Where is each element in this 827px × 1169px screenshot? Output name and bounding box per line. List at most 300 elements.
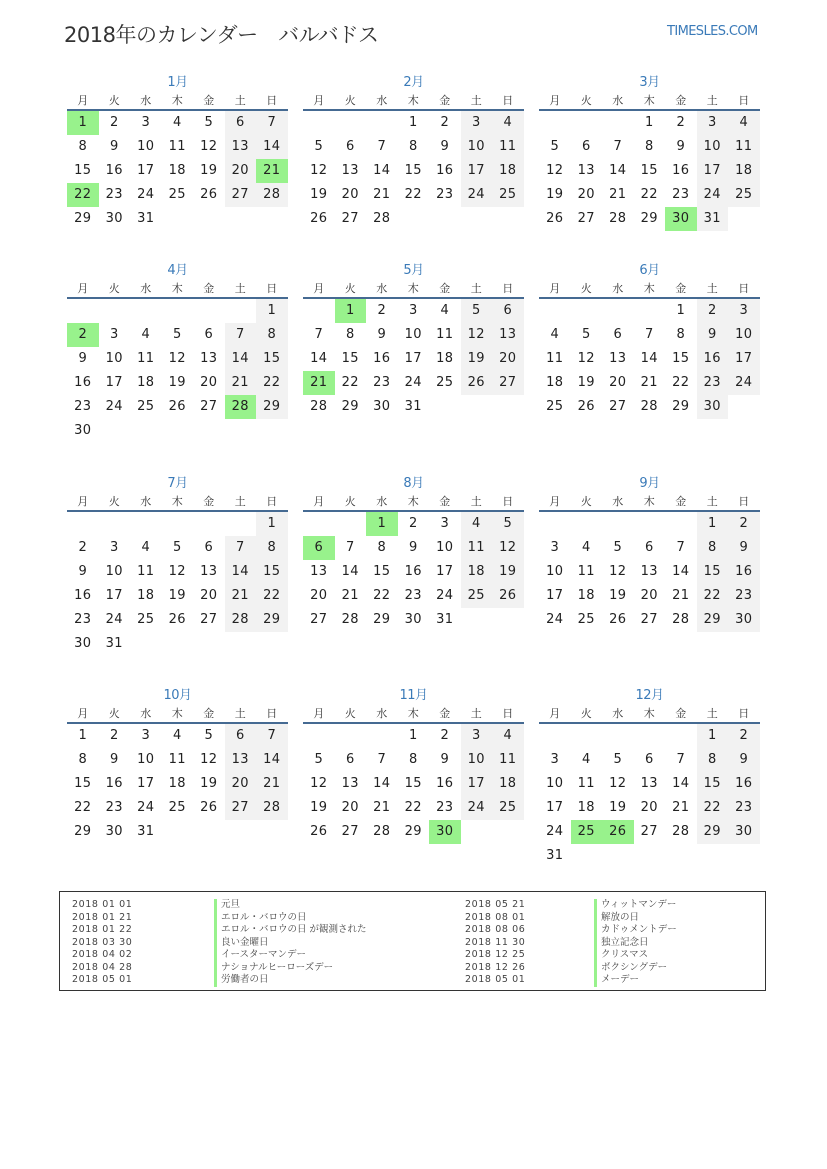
holiday-date: 2018 11 30: [465, 936, 526, 948]
day-cell: 25: [168, 800, 186, 815]
empty-cell: [366, 111, 398, 135]
empty-cell: [539, 512, 571, 536]
weekday-label: 金: [203, 94, 215, 107]
day-cell: 2: [440, 115, 450, 130]
day-cell: 29: [672, 399, 690, 414]
weekday-label: 木: [407, 282, 419, 295]
empty-cell: [571, 299, 603, 323]
day-cell: 4: [141, 540, 151, 555]
day-cell: 18: [492, 159, 524, 183]
day-cell: 17: [105, 588, 123, 603]
empty-cell: [225, 299, 257, 323]
empty-cell: [162, 512, 194, 536]
day-cell: 29: [74, 211, 92, 226]
day-cell: 13: [200, 564, 218, 579]
month-block: [303, 687, 524, 844]
holiday-day-cell: 30: [429, 820, 461, 844]
empty-cell: [602, 111, 634, 135]
day-cell: 9: [78, 351, 88, 366]
weekday-label: 月: [549, 707, 561, 720]
day-cell: 16: [74, 588, 92, 603]
day-cell: 27: [200, 612, 218, 627]
day-cell: 24: [137, 187, 155, 202]
day-cell: 5: [550, 139, 560, 154]
weekday-label: 水: [140, 707, 152, 720]
day-cell: 8: [345, 327, 355, 342]
day-cell: 19: [310, 187, 328, 202]
weekday-label: 火: [580, 94, 592, 107]
day-grid: [539, 111, 760, 231]
empty-cell: [130, 299, 162, 323]
day-cell: 29: [256, 608, 288, 632]
weekday-label: 日: [502, 94, 514, 107]
day-cell: 5: [204, 115, 214, 130]
day-cell: 11: [577, 776, 595, 791]
day-cell: 28: [256, 183, 288, 207]
holiday-name: 解放の日: [594, 912, 677, 925]
day-cell: 29: [373, 612, 391, 627]
weekday-label: 土: [234, 94, 246, 107]
day-cell: 4: [141, 327, 151, 342]
empty-cell: [225, 512, 257, 536]
holiday-date: 2018 05 01: [465, 974, 526, 985]
day-cell: 3: [109, 540, 119, 555]
weekday-label: 水: [140, 495, 152, 508]
day-cell: 23: [672, 187, 690, 202]
weekday-label: 木: [407, 94, 419, 107]
day-cell: 7: [256, 111, 288, 135]
day-cell: 17: [546, 800, 564, 815]
day-cell: 8: [697, 748, 729, 772]
weekday-label: 月: [313, 495, 325, 508]
empty-cell: [571, 111, 603, 135]
weekday-label: 月: [77, 707, 89, 720]
day-cell: 19: [461, 347, 493, 371]
holiday-date: 2018 08 01: [465, 911, 526, 923]
day-cell: 7: [225, 536, 257, 560]
holiday-day-cell: 21: [256, 159, 288, 183]
day-cell: 26: [609, 612, 627, 627]
day-cell: 22: [697, 584, 729, 608]
day-cell: 18: [577, 800, 595, 815]
day-cell: 5: [492, 512, 524, 536]
month-name: 10月: [163, 688, 192, 703]
day-cell: 22: [256, 371, 288, 395]
holiday-day-cell: 6: [303, 536, 335, 560]
empty-cell: [602, 724, 634, 748]
day-cell: 21: [373, 187, 391, 202]
day-cell: 4: [461, 512, 493, 536]
day-cell: 14: [256, 748, 288, 772]
weekday-label: 金: [675, 495, 687, 508]
day-cell: 18: [461, 560, 493, 584]
day-grid: [303, 299, 524, 419]
day-cell: 21: [373, 800, 391, 815]
holiday-day-cell: 2: [67, 323, 99, 347]
day-cell: 31: [697, 207, 729, 231]
day-cell: 9: [78, 564, 88, 579]
weekday-label: 金: [203, 495, 215, 508]
day-cell: 26: [168, 399, 186, 414]
weekday-label: 火: [580, 707, 592, 720]
weekday-label: 木: [407, 707, 419, 720]
holiday-name: クリスマス: [594, 949, 677, 962]
holiday-date: 2018 12 25: [465, 949, 526, 960]
day-cell: 9: [440, 139, 450, 154]
page-title: 2018年のカレンダー バルバドス: [64, 23, 379, 47]
weekday-label: 土: [234, 495, 246, 508]
day-cell: 1: [408, 728, 418, 743]
weekday-label: 火: [344, 94, 356, 107]
day-cell: 15: [341, 351, 359, 366]
day-cell: 24: [105, 612, 123, 627]
empty-cell: [539, 724, 571, 748]
day-cell: 5: [314, 752, 324, 767]
day-cell: 28: [225, 608, 257, 632]
month-block: [303, 262, 524, 419]
day-cell: 12: [492, 536, 524, 560]
day-cell: 20: [609, 375, 627, 390]
weekday-header: [539, 493, 760, 512]
month-name: 1月: [167, 75, 188, 90]
day-cell: 22: [697, 796, 729, 820]
weekday-header: [67, 493, 288, 512]
day-cell: 10: [404, 327, 422, 342]
day-cell: 12: [200, 752, 218, 767]
day-cell: 2: [697, 299, 729, 323]
weekday-label: 金: [439, 707, 451, 720]
day-cell: 12: [200, 139, 218, 154]
day-cell: 14: [672, 776, 690, 791]
day-cell: 7: [314, 327, 324, 342]
day-cell: 27: [225, 183, 257, 207]
holiday-legend: [59, 891, 766, 991]
empty-cell: [571, 512, 603, 536]
day-cell: 24: [436, 588, 454, 603]
day-cell: 9: [109, 139, 119, 154]
weekday-label: 木: [643, 495, 655, 508]
day-cell: 21: [672, 588, 690, 603]
weekday-label: 日: [266, 282, 278, 295]
weekday-label: 水: [140, 282, 152, 295]
day-cell: 12: [168, 351, 186, 366]
day-grid: [539, 512, 760, 632]
day-cell: 12: [577, 351, 595, 366]
day-cell: 29: [74, 824, 92, 839]
day-cell: 31: [105, 636, 123, 651]
day-cell: 30: [373, 399, 391, 414]
day-cell: 6: [225, 111, 257, 135]
day-cell: 16: [404, 564, 422, 579]
day-cell: 22: [404, 800, 422, 815]
day-cell: 15: [404, 163, 422, 178]
day-cell: 20: [225, 772, 257, 796]
holiday-day-cell: 21: [303, 371, 335, 395]
day-cell: 30: [728, 608, 760, 632]
day-cell: 15: [404, 776, 422, 791]
weekday-label: 火: [108, 94, 120, 107]
day-cell: 23: [404, 588, 422, 603]
weekday-label: 木: [171, 707, 183, 720]
holiday-date: 2018 05 01: [72, 974, 133, 985]
day-cell: 26: [492, 584, 524, 608]
empty-cell: [571, 724, 603, 748]
day-cell: 18: [546, 375, 564, 390]
day-cell: 22: [640, 187, 658, 202]
day-cell: 13: [225, 748, 257, 772]
weekday-label: 木: [643, 282, 655, 295]
empty-cell: [99, 299, 131, 323]
day-cell: 18: [137, 375, 155, 390]
day-cell: 10: [728, 323, 760, 347]
day-cell: 21: [609, 187, 627, 202]
day-cell: 16: [436, 163, 454, 178]
empty-cell: [665, 724, 697, 748]
day-cell: 31: [137, 824, 155, 839]
day-cell: 14: [640, 351, 658, 366]
day-cell: 14: [341, 564, 359, 579]
weekday-label: 日: [738, 495, 750, 508]
day-cell: 27: [341, 211, 359, 226]
weekday-label: 火: [108, 495, 120, 508]
day-cell: 21: [225, 584, 257, 608]
day-cell: 23: [436, 800, 454, 815]
empty-cell: [303, 111, 335, 135]
weekday-label: 月: [549, 282, 561, 295]
day-cell: 1: [697, 512, 729, 536]
month-block: [67, 687, 288, 844]
day-cell: 18: [577, 588, 595, 603]
day-cell: 29: [697, 820, 729, 844]
day-cell: 6: [613, 327, 623, 342]
day-cell: 3: [461, 724, 493, 748]
holiday-day-cell: 1: [366, 512, 398, 536]
day-cell: 18: [168, 163, 186, 178]
empty-cell: [67, 299, 99, 323]
day-cell: 18: [168, 776, 186, 791]
day-cell: 12: [546, 163, 564, 178]
day-cell: 27: [577, 211, 595, 226]
weekday-label: 月: [77, 495, 89, 508]
day-cell: 7: [225, 323, 257, 347]
day-cell: 26: [200, 800, 218, 815]
day-cell: 4: [581, 540, 591, 555]
weekday-label: 月: [549, 94, 561, 107]
empty-cell: [539, 111, 571, 135]
day-cell: 3: [440, 516, 450, 531]
empty-cell: [602, 299, 634, 323]
day-cell: 12: [168, 564, 186, 579]
day-cell: 12: [609, 776, 627, 791]
weekday-label: 金: [439, 495, 451, 508]
holiday-name: イースターマンデー: [214, 949, 367, 962]
day-cell: 6: [225, 724, 257, 748]
day-cell: 21: [341, 588, 359, 603]
day-cell: 30: [105, 824, 123, 839]
day-cell: 29: [256, 395, 288, 419]
day-cell: 13: [609, 351, 627, 366]
weekday-label: 金: [675, 707, 687, 720]
day-grid: [67, 724, 288, 844]
day-cell: 31: [404, 399, 422, 414]
weekday-label: 火: [344, 495, 356, 508]
day-cell: 9: [697, 323, 729, 347]
day-cell: 16: [105, 163, 123, 178]
day-cell: 17: [105, 375, 123, 390]
weekday-header: [67, 92, 288, 111]
day-cell: 18: [137, 588, 155, 603]
day-cell: 27: [640, 612, 658, 627]
day-cell: 18: [436, 351, 454, 366]
day-cell: 16: [436, 776, 454, 791]
day-cell: 4: [172, 115, 182, 130]
weekday-label: 日: [738, 94, 750, 107]
day-cell: 5: [613, 752, 623, 767]
day-cell: 15: [697, 560, 729, 584]
day-cell: 10: [137, 752, 155, 767]
day-cell: 27: [492, 371, 524, 395]
day-cell: 2: [676, 115, 686, 130]
holiday-name: エロル・バロウの日 が観測された: [214, 924, 367, 937]
weekday-label: 木: [171, 282, 183, 295]
weekday-label: 月: [313, 282, 325, 295]
day-cell: 6: [644, 540, 654, 555]
day-cell: 19: [168, 588, 186, 603]
day-cell: 5: [204, 728, 214, 743]
day-cell: 6: [204, 540, 214, 555]
day-cell: 6: [581, 139, 591, 154]
day-cell: 2: [78, 540, 88, 555]
weekday-label: 火: [108, 707, 120, 720]
day-cell: 8: [256, 323, 288, 347]
holiday-date: 2018 04 28: [72, 961, 133, 973]
weekday-label: 月: [313, 707, 325, 720]
day-grid: [67, 111, 288, 231]
day-cell: 14: [225, 347, 257, 371]
empty-cell: [634, 512, 666, 536]
day-cell: 21: [225, 371, 257, 395]
empty-cell: [634, 724, 666, 748]
holiday-name: エロル・バロウの日: [214, 912, 367, 925]
empty-cell: [130, 512, 162, 536]
day-cell: 20: [225, 159, 257, 183]
day-cell: 25: [461, 584, 493, 608]
day-cell: 11: [728, 135, 760, 159]
day-cell: 17: [728, 347, 760, 371]
day-cell: 23: [74, 399, 92, 414]
day-cell: 27: [200, 399, 218, 414]
day-cell: 8: [408, 139, 418, 154]
day-cell: 17: [546, 588, 564, 603]
weekday-label: 日: [266, 707, 278, 720]
day-cell: 13: [640, 776, 658, 791]
day-cell: 16: [373, 351, 391, 366]
day-cell: 4: [172, 728, 182, 743]
weekday-label: 水: [612, 495, 624, 508]
weekday-header: [67, 705, 288, 724]
holiday-date: 2018 08 06: [465, 924, 526, 935]
day-cell: 19: [492, 560, 524, 584]
empty-cell: [366, 724, 398, 748]
day-cell: 25: [577, 612, 595, 627]
holiday-date: 2018 01 22: [72, 924, 133, 935]
day-cell: 25: [492, 183, 524, 207]
day-cell: 9: [440, 752, 450, 767]
day-cell: 8: [78, 752, 88, 767]
day-cell: 19: [310, 800, 328, 815]
day-cell: 13: [341, 163, 359, 178]
day-cell: 5: [172, 540, 182, 555]
day-grid: [303, 111, 524, 231]
empty-cell: [335, 724, 367, 748]
weekday-label: 火: [344, 282, 356, 295]
weekday-label: 月: [77, 282, 89, 295]
holiday-name: 労働者の日: [214, 974, 367, 987]
weekday-label: 金: [439, 94, 451, 107]
day-grid: [539, 299, 760, 419]
day-cell: 22: [74, 800, 92, 815]
day-cell: 23: [373, 375, 391, 390]
day-cell: 10: [461, 135, 493, 159]
holiday-day-cell: 22: [67, 183, 99, 207]
empty-cell: [193, 299, 225, 323]
day-cell: 10: [105, 564, 123, 579]
legend-names-left: [214, 899, 367, 987]
holiday-date: 2018 01 21: [72, 911, 133, 923]
weekday-label: 火: [580, 495, 592, 508]
weekday-label: 土: [470, 495, 482, 508]
month-block: [539, 687, 760, 868]
day-cell: 11: [546, 351, 564, 366]
day-cell: 25: [168, 187, 186, 202]
day-cell: 2: [728, 724, 760, 748]
day-cell: 23: [105, 187, 123, 202]
weekday-label: 水: [376, 282, 388, 295]
empty-cell: [303, 299, 335, 323]
weekday-label: 水: [376, 495, 388, 508]
weekday-label: 土: [706, 707, 718, 720]
day-cell: 8: [377, 540, 387, 555]
day-cell: 5: [613, 540, 623, 555]
holiday-date: 2018 12 26: [465, 961, 526, 973]
day-cell: 13: [492, 323, 524, 347]
day-cell: 27: [640, 824, 658, 839]
weekday-label: 金: [203, 282, 215, 295]
day-cell: 13: [640, 564, 658, 579]
day-cell: 7: [377, 752, 387, 767]
site-logo[interactable]: TIMESLES.COM: [667, 24, 758, 39]
day-cell: 27: [225, 796, 257, 820]
day-cell: 16: [672, 163, 690, 178]
day-cell: 26: [310, 211, 328, 226]
day-cell: 1: [256, 299, 288, 323]
empty-cell: [665, 512, 697, 536]
weekday-label: 土: [706, 282, 718, 295]
day-cell: 17: [404, 351, 422, 366]
day-cell: 24: [546, 824, 564, 839]
month-block: [539, 74, 760, 231]
day-cell: 26: [168, 612, 186, 627]
day-cell: 28: [609, 211, 627, 226]
day-cell: 16: [697, 347, 729, 371]
day-cell: 22: [404, 187, 422, 202]
day-cell: 3: [109, 327, 119, 342]
day-cell: 6: [345, 139, 355, 154]
day-cell: 1: [644, 115, 654, 130]
weekday-label: 水: [612, 707, 624, 720]
holiday-name: ボクシングデー: [594, 962, 677, 975]
day-cell: 15: [640, 163, 658, 178]
